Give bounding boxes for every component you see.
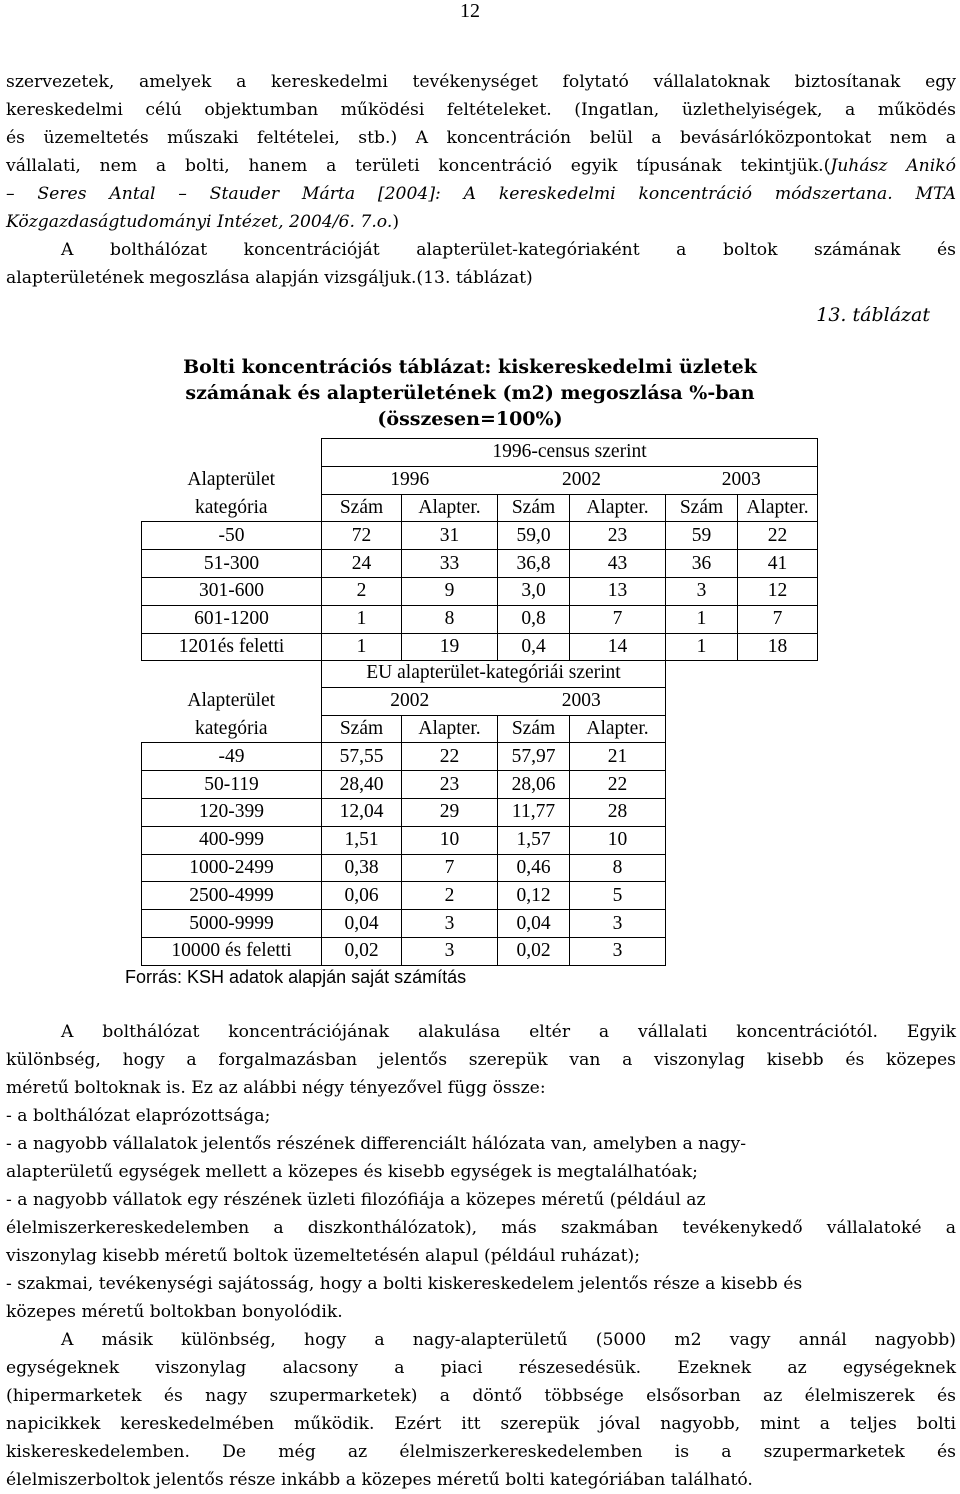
category-cell: 400-999 (142, 826, 322, 854)
value-cell: 59 (666, 522, 738, 550)
citation: Juhász Anikó (830, 156, 956, 176)
value-cell: 3 (570, 937, 666, 965)
value-cell: 0,46 (498, 854, 570, 882)
citation: Közgazdaságtudományi Intézet, 2004/6. 7.o. (6, 212, 393, 232)
value-cell: 23 (402, 771, 498, 799)
section-header: 1996-census szerint (322, 439, 818, 467)
intro-line (6, 208, 956, 236)
value-cell: 23 (570, 522, 666, 550)
category-cell: 50-119 (142, 771, 322, 799)
value-cell: 9 (402, 577, 498, 605)
table-row (142, 910, 666, 938)
year-header: 2003 (498, 687, 666, 715)
value-cell: 10 (570, 826, 666, 854)
table-row (142, 522, 818, 550)
body-line: napicikkek kereskedelmében működik. Ezért itt szerepük jóval nagyobb, mint a teljes bolti (6, 1414, 956, 1434)
sub-header: Szám (322, 494, 402, 522)
table-title (120, 354, 820, 432)
body-line: A bolthálózat koncentrációjának alakulása eltér a vállalati koncentrációtól. Egyik (61, 1022, 956, 1042)
citation-line: – Seres Antal – Stauder Márta [2004]: A kereskedelmi koncentráció módszertana. MTA (6, 184, 956, 204)
category-cell: 601-1200 (142, 605, 322, 633)
body-line: A másik különbség, hogy a nagy-alapterületű (5000 m2 vagy annál nagyobb) (61, 1330, 956, 1350)
table-title-line: Bolti koncentrációs táblázat: kiskereskedelmi üzletek (183, 356, 757, 378)
value-cell: 43 (570, 550, 666, 578)
value-cell: 3 (402, 910, 498, 938)
value-cell: 22 (738, 522, 818, 550)
eu-table (141, 660, 666, 966)
list-item: - a bolthálózat elaprózottsága; (6, 1106, 271, 1126)
value-cell: 59,0 (498, 522, 570, 550)
body-line: kiskereskedelemben. De még az élelmiszerkereskedelemben is a szupermarketek és (6, 1442, 956, 1462)
table-row (142, 771, 666, 799)
value-cell: 14 (570, 633, 666, 661)
intro-line: A bolthálózat koncentrációját alapterület-kategóriaként a boltok számának és (61, 240, 956, 260)
body-line: egységeknek viszonylag alacsony a piaci részesedésük. Ezeknek az egységeknek (6, 1358, 956, 1378)
census-table (141, 438, 818, 661)
value-cell: 0,06 (322, 882, 402, 910)
table-row (142, 826, 666, 854)
sub-header: Szám (322, 715, 402, 743)
intro-line: szervezetek, amelyek a kereskedelmi tevékenységet folytató vállalatoknak biztosítanak egy (6, 72, 956, 92)
list-item: közepes méretű boltokban bonyolódik. (6, 1302, 343, 1322)
value-cell: 12 (738, 577, 818, 605)
sub-header: Alapter. (570, 715, 666, 743)
intro-line: alapterületének megoszlása alapján vizsgáljuk.(13. táblázat) (6, 268, 533, 288)
value-cell: 0,8 (498, 605, 570, 633)
value-cell: 21 (570, 743, 666, 771)
value-cell: 8 (402, 605, 498, 633)
category-cell: 2500-4999 (142, 882, 322, 910)
page-number: 12 (460, 0, 480, 22)
list-item: élelmiszerkereskedelemben a diszkonthálózatok), más szakmában tevékenykedő vállalatoké a (6, 1218, 956, 1238)
value-cell: 1 (666, 605, 738, 633)
value-cell: 3,0 (498, 577, 570, 605)
value-cell: 7 (402, 854, 498, 882)
sub-header: Alapter. (570, 494, 666, 522)
body-paragraphs (6, 1018, 956, 1494)
value-cell: 28 (570, 798, 666, 826)
table-row (142, 937, 666, 965)
value-cell: 0,02 (498, 937, 570, 965)
table-row (142, 605, 818, 633)
value-cell: 57,97 (498, 743, 570, 771)
intro-text: vállalati, nem a bolti, hanem a területi koncentráció egyik típusának tekintjük.( (6, 156, 831, 176)
value-cell: 24 (322, 550, 402, 578)
value-cell: 29 (402, 798, 498, 826)
body-line: (hipermarketek és nagy szupermarketek) a döntő többsége elsősorban az élelmiszerek és (6, 1386, 956, 1406)
value-cell: 41 (738, 550, 818, 578)
category-cell: 10000 és feletti (142, 937, 322, 965)
section-header: EU alapterület-kategóriái szerint (322, 660, 666, 687)
value-cell: 3 (402, 937, 498, 965)
value-cell: 11,77 (498, 798, 570, 826)
table-number: 13. táblázat (816, 304, 930, 326)
value-cell: 0,38 (322, 854, 402, 882)
value-cell: 8 (570, 854, 666, 882)
list-item: - szakmai, tevékenységi sajátosság, hogy a bolti kiskereskedelem jelentős része a kisebb és (6, 1274, 803, 1294)
intro-line: és üzemeltetés műszaki feltételei, stb.) A koncentráción belül a bevásárlóközpontokat nem a (6, 128, 956, 148)
value-cell: 0,12 (498, 882, 570, 910)
value-cell: 22 (570, 771, 666, 799)
sub-header: Alapter. (738, 494, 818, 522)
category-cell: 120-399 (142, 798, 322, 826)
sub-header: Szám (498, 494, 570, 522)
value-cell: 2 (322, 577, 402, 605)
value-cell: 18 (738, 633, 818, 661)
intro-line: kereskedelmi célú objektumban működési feltételeket. (Ingatlan, üzlethelyiségek, a működés (6, 100, 956, 120)
category-cell: 1201és feletti (142, 633, 322, 661)
list-item: - a nagyobb vállatok egy részének üzleti filozófiája a közepes méretű (például az (6, 1190, 706, 1210)
year-header: 2002 (498, 466, 666, 494)
category-cell: -50 (142, 522, 322, 550)
value-cell: 0,4 (498, 633, 570, 661)
category-cell: -49 (142, 743, 322, 771)
row-label-header: kategória (194, 717, 268, 739)
list-item: - a nagyobb vállalatok jelentős részének differenciált hálózata van, amelyben a nagy- (6, 1134, 747, 1154)
category-cell: 301-600 (142, 577, 322, 605)
value-cell: 0,02 (322, 937, 402, 965)
value-cell: 28,06 (498, 771, 570, 799)
year-header: 2002 (322, 687, 498, 715)
value-cell: 12,04 (322, 798, 402, 826)
value-cell: 2 (402, 882, 498, 910)
table-row (142, 798, 666, 826)
empty-cell (142, 660, 322, 687)
value-cell: 5 (570, 882, 666, 910)
table-title-line: (összesen=100%) (377, 408, 563, 430)
value-cell: 1 (322, 605, 402, 633)
value-cell: 1 (322, 633, 402, 661)
body-line: méretű boltoknak is. Ez az alábbi négy tényezővel függ össze: (6, 1078, 546, 1098)
table-row (142, 882, 666, 910)
intro-text: ) (392, 212, 400, 232)
value-cell: 7 (738, 605, 818, 633)
value-cell: 0,04 (498, 910, 570, 938)
category-cell: 1000-2499 (142, 854, 322, 882)
row-label-header: kategória (194, 496, 268, 518)
list-item: viszonylag kisebb méretű boltok üzemeltetésén alapul (például ruházat); (6, 1246, 640, 1266)
value-cell: 36 (666, 550, 738, 578)
value-cell: 1 (666, 633, 738, 661)
value-cell: 57,55 (322, 743, 402, 771)
value-cell: 36,8 (498, 550, 570, 578)
value-cell: 33 (402, 550, 498, 578)
value-cell: 31 (402, 522, 498, 550)
body-line: élelmiszerboltok jelentős része inkább a közepes méretű bolti kategóriában található. (6, 1470, 753, 1490)
row-label-header: Alapterület (187, 469, 276, 491)
value-cell: 13 (570, 577, 666, 605)
empty-cell (142, 439, 322, 467)
table-source: Forrás: KSH adatok alapján saját számítás (125, 967, 467, 987)
year-header: 1996 (322, 466, 498, 494)
table-row (142, 633, 818, 661)
row-label-header: Alapterület (187, 690, 276, 712)
year-header: 2003 (666, 466, 818, 494)
value-cell: 19 (402, 633, 498, 661)
value-cell: 22 (402, 743, 498, 771)
list-item: alapterületű egységek mellett a közepes és kisebb egységek is megtalálhatóak; (6, 1162, 698, 1182)
value-cell: 28,40 (322, 771, 402, 799)
table-row (142, 550, 818, 578)
value-cell: 7 (570, 605, 666, 633)
category-cell: 5000-9999 (142, 910, 322, 938)
sub-header: Szám (666, 494, 738, 522)
value-cell: 0,04 (322, 910, 402, 938)
table-title-line: számának és alapterületének (m2) megoszlása %-ban (185, 382, 755, 404)
value-cell: 3 (570, 910, 666, 938)
table-row (142, 854, 666, 882)
value-cell: 10 (402, 826, 498, 854)
value-cell: 72 (322, 522, 402, 550)
sub-header: Szám (498, 715, 570, 743)
value-cell: 1,57 (498, 826, 570, 854)
table-row (142, 577, 818, 605)
intro-paragraph (6, 68, 956, 292)
sub-header: Alapter. (402, 715, 498, 743)
value-cell: 1,51 (322, 826, 402, 854)
sub-header: Alapter. (402, 494, 498, 522)
category-cell: 51-300 (142, 550, 322, 578)
intro-line (6, 152, 956, 180)
value-cell: 3 (666, 577, 738, 605)
body-line: különbség, hogy a forgalmazásban jelentős szerepük van a viszonylag kisebb és közepes (6, 1050, 956, 1070)
table-row (142, 743, 666, 771)
